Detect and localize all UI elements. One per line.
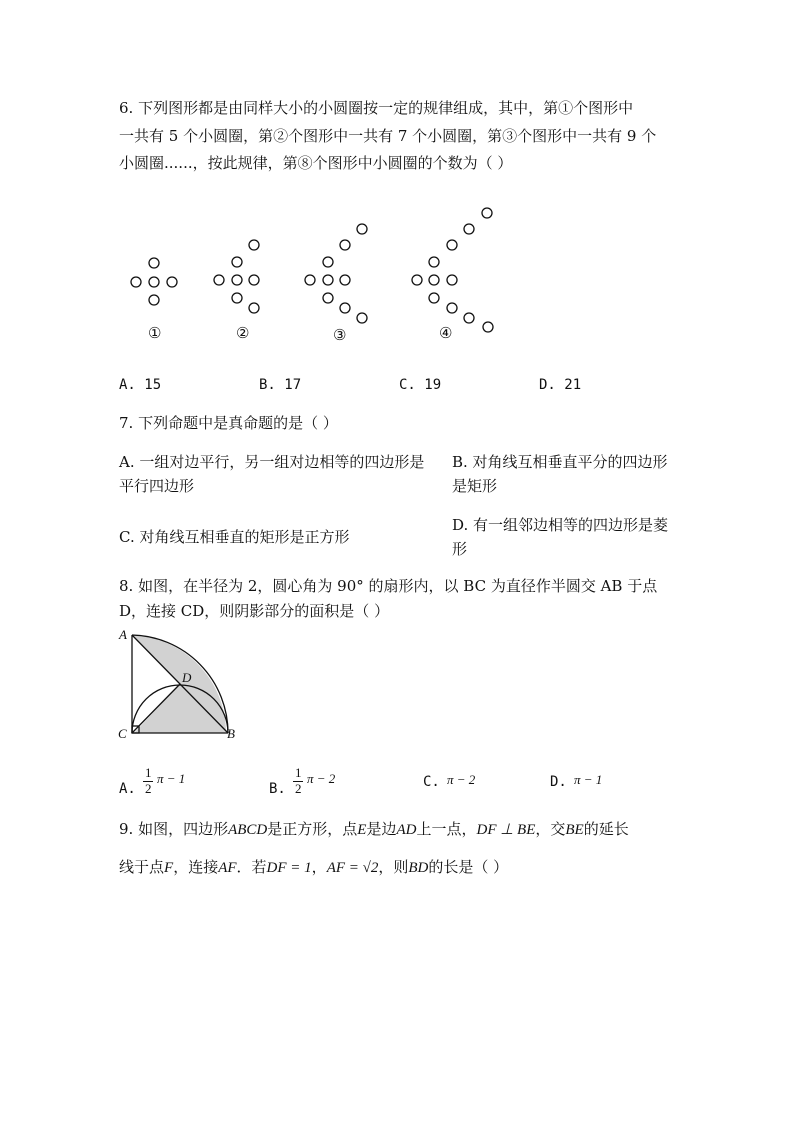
q7-option-a-line1[interactable]: A. 一组对边平行，另一组对边相等的四边形是 bbox=[119, 453, 425, 471]
q7-option-d-line1[interactable]: D. 有一组邻边相等的四边形是菱 bbox=[452, 516, 669, 534]
q6-option-d[interactable]: D. 21 bbox=[539, 377, 582, 393]
q9-text: ，则 bbox=[378, 858, 409, 876]
q8-option-d-prefix: D. bbox=[550, 774, 567, 790]
q8-option-c-expression: π − 2 bbox=[447, 772, 476, 787]
q9-math: BD bbox=[408, 860, 429, 876]
q9-text: 的延长 bbox=[583, 820, 629, 838]
q9-stem-line2 bbox=[119, 857, 508, 878]
q6-stem-line1: 6. 下列图形都是由同样大小的小圆圈按一定的规律组成，其中，第①个图形中 bbox=[119, 99, 634, 117]
q8-point-d-label: D bbox=[182, 670, 192, 685]
q6-option-a[interactable]: A. 15 bbox=[119, 377, 162, 393]
q8-option-b-numerator: 1 bbox=[295, 765, 302, 780]
q9-text: ，交 bbox=[535, 820, 566, 838]
q9-text: ，连接 bbox=[173, 858, 219, 876]
q9-text: 上一点， bbox=[416, 820, 477, 838]
q9-math: AF bbox=[218, 860, 237, 876]
q8-option-a-denominator: 2 bbox=[145, 781, 152, 796]
q8-option-b-expression: π − 2 bbox=[307, 771, 336, 786]
q6-stem-line3: 小圆圈......，按此规律，第⑧个图形中小圆圈的个数为（ ） bbox=[119, 154, 513, 172]
q9-text: 是边 bbox=[366, 820, 397, 838]
q9-math: ABCD bbox=[228, 822, 268, 838]
q8-stem-line1: 8. 如图，在半径为 2，圆心角为 90° 的扇形内，以 BC 为直径作半圆交 AB 于点 bbox=[119, 577, 658, 595]
q8-stem-line2: D，连接 CD，则阴影部分的面积是（ ） bbox=[119, 602, 390, 620]
q8-option-a-expression: π − 1 bbox=[157, 771, 186, 786]
q9-stem-line1 bbox=[119, 819, 629, 840]
q6-figure-label-1: ① bbox=[148, 324, 162, 342]
q9-math: BE bbox=[565, 822, 584, 838]
q9-text: 9. 如图，四边形 bbox=[119, 820, 229, 838]
q7-option-d-line2[interactable]: 形 bbox=[452, 540, 468, 558]
q8-option-b-denominator: 2 bbox=[295, 781, 302, 796]
q7-option-a-line2[interactable]: 平行四边形 bbox=[119, 477, 195, 495]
q9-text: 线于点 bbox=[119, 858, 165, 876]
q6-figure-label-4: ④ bbox=[439, 324, 453, 342]
q6-figure-label-3: ③ bbox=[333, 326, 347, 344]
q6-option-c[interactable]: C. 19 bbox=[399, 377, 442, 393]
q6-option-b[interactable]: B. 17 bbox=[259, 377, 302, 393]
q8-point-c-label: C bbox=[118, 726, 127, 741]
q8-option-a-numerator: 1 bbox=[145, 765, 152, 780]
q9-math: AD bbox=[396, 822, 417, 838]
q7-option-b-line2[interactable]: 是矩形 bbox=[452, 477, 498, 495]
q8-point-b-label: B bbox=[227, 726, 235, 741]
q6-figure-label-2: ② bbox=[236, 324, 250, 342]
q8-option-d[interactable] bbox=[550, 772, 630, 794]
q8-option-b-prefix: B. bbox=[269, 781, 286, 797]
q7-option-b-line1[interactable]: B. 对角线互相垂直平分的四边形 bbox=[452, 453, 668, 471]
q7-option-c[interactable]: C. 对角线互相垂直的矩形是正方形 bbox=[119, 528, 350, 546]
q8-option-a[interactable] bbox=[119, 765, 199, 801]
q8-point-a-label: A bbox=[119, 627, 127, 642]
q8-option-b[interactable] bbox=[269, 765, 349, 801]
q9-math: F bbox=[164, 860, 174, 876]
q9-text: 的长是（ ） bbox=[428, 858, 509, 876]
q9-math: DF = 1 bbox=[266, 860, 312, 876]
q9-math: E bbox=[357, 822, 367, 838]
q8-option-a-prefix: A. bbox=[119, 781, 136, 797]
q9-math: DF ⊥ BE bbox=[476, 822, 536, 838]
q8-option-d-expression: π − 1 bbox=[574, 772, 603, 787]
q9-math: AF = √2 bbox=[326, 860, 379, 876]
q7-stem: 7. 下列命题中是真命题的是（ ） bbox=[119, 414, 338, 432]
q9-text: ．若 bbox=[236, 858, 267, 876]
q9-text: 是正方形，点 bbox=[267, 820, 358, 838]
q6-stem-line2: 一共有 5 个小圆圈，第②个图形中一共有 7 个小圆圈，第③个图形中一共有 9 个 bbox=[119, 127, 657, 145]
q8-option-c-prefix: C. bbox=[423, 774, 440, 790]
q8-option-c[interactable] bbox=[423, 772, 503, 794]
q9-text: ， bbox=[311, 858, 327, 876]
